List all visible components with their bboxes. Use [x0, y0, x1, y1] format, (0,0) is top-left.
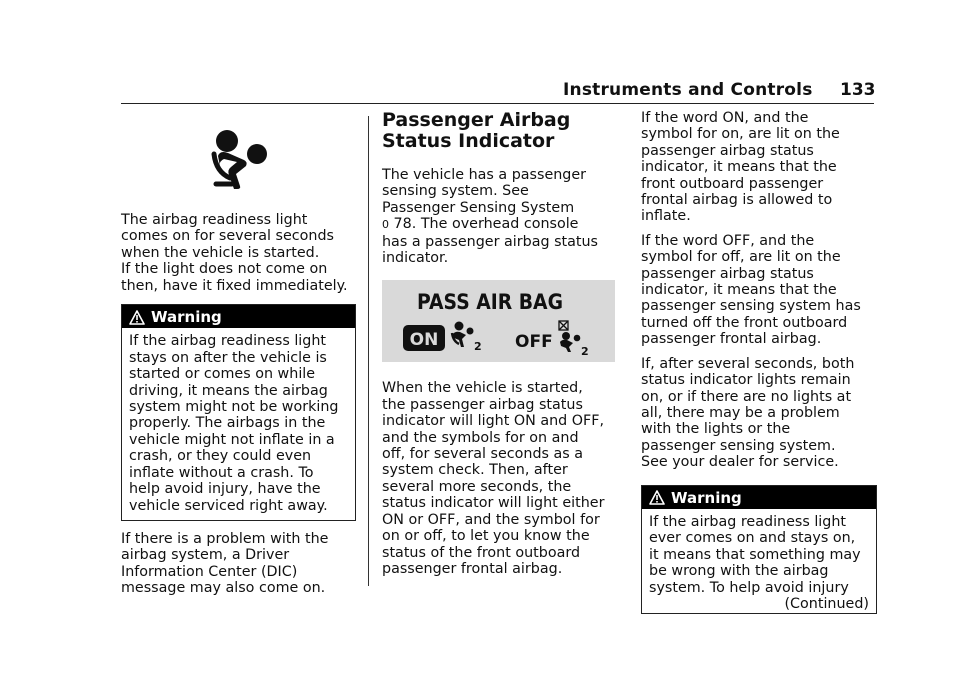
text-line: If there is a problem with the — [121, 530, 329, 547]
text-line: help avoid injury, have the — [129, 481, 321, 498]
text-line: crash, or they could even — [129, 448, 312, 465]
text-line: indicator, it means that the — [641, 159, 837, 176]
warning-triangle-icon — [129, 310, 145, 325]
passenger-airbag-off-icon — [559, 321, 589, 358]
text-line: passenger frontal airbag. — [641, 331, 822, 348]
text-line: when the vehicle is started. — [121, 244, 320, 261]
warning-box — [121, 304, 356, 521]
readiness-intro — [121, 212, 356, 294]
text-line: system. To help avoid injury — [649, 579, 849, 596]
seat-number: 2 — [581, 345, 589, 359]
column-divider — [368, 116, 369, 586]
text-line: If the airbag readiness light — [649, 513, 847, 530]
text-line: vehicle serviced right away. — [129, 497, 328, 514]
column-3 — [641, 110, 877, 624]
text-line: and the symbols for on and — [382, 429, 579, 446]
page-number: 133 — [840, 80, 876, 100]
text-line: sensing system. See — [382, 183, 529, 200]
status-check-paragraph — [382, 380, 615, 577]
warning-header — [642, 486, 876, 509]
text-line: comes on for several seconds — [121, 228, 334, 245]
column-1 — [121, 116, 356, 605]
text-line: ever comes on and stays on, — [649, 530, 856, 547]
text-line: The vehicle has a passenger — [382, 167, 587, 183]
off-text: OFF — [515, 332, 553, 353]
text-line: on, or if there are no lights at — [641, 388, 852, 405]
text-line: The airbag readiness light — [121, 212, 308, 228]
airbag-readiness-icon — [210, 128, 268, 190]
text-line: passenger sensing system. — [641, 437, 836, 454]
text-line: then, have it fixed immediately. — [121, 277, 348, 294]
text-line: be wrong with the airbag — [649, 563, 829, 580]
text-line: status of the front outboard — [382, 544, 581, 561]
indicator-label: PASS AIR BAG — [417, 290, 563, 315]
text-line: system check. Then, after — [382, 462, 568, 479]
passenger-sensing-intro — [382, 167, 615, 266]
cross-reference-icon: 0 — [382, 218, 389, 232]
text-line: all, there may be a problem — [641, 404, 840, 421]
text-line: If the word OFF, and the — [641, 232, 815, 249]
warning-title: Warning — [151, 308, 222, 327]
text-line: passenger frontal airbag. — [382, 560, 563, 577]
indicator-graphic — [382, 280, 615, 362]
passenger-airbag-on-icon — [452, 322, 482, 354]
text-line: indicator, it means that the — [641, 282, 837, 299]
text-line: ON or OFF, and the symbol for — [382, 511, 600, 528]
continued-label: (Continued) — [784, 595, 869, 612]
header-title: Instruments and Controls — [563, 80, 813, 100]
title-line: Status Indicator — [382, 130, 555, 152]
text-line: stays on after the vehicle is — [129, 349, 327, 366]
text-line: turned off the front outboard — [641, 314, 848, 331]
text-line: properly. The airbags in the — [129, 415, 326, 432]
text-line: passenger airbag status — [641, 265, 814, 282]
text-line: status indicator lights remain — [641, 372, 851, 389]
text-line: status indicator will light either — [382, 495, 605, 512]
text-line: symbol for on, are lit on the — [641, 126, 840, 143]
text-line: passenger airbag status — [641, 142, 814, 159]
text-line: vehicle might not inflate in a — [129, 431, 335, 448]
text-line: system might not be working — [129, 399, 339, 416]
text-line: message may also come on. — [121, 580, 326, 597]
text-line: See your dealer for service. — [641, 454, 839, 471]
on-paragraph — [641, 110, 877, 225]
text-line: frontal airbag is allowed to — [641, 192, 833, 209]
text-line: If the airbag readiness light — [129, 333, 327, 350]
text-line: inflate. — [641, 208, 691, 225]
text-fragment: 78. The overhead console — [393, 216, 579, 233]
text-line: symbol for off, are lit on the — [641, 249, 841, 266]
text-line: has a passenger airbag status — [382, 233, 599, 250]
text-line: the passenger airbag status — [382, 396, 583, 413]
text-line: indicator will light ON and OFF, — [382, 413, 605, 430]
title-line: Passenger Airbag — [382, 109, 571, 131]
section-title — [382, 110, 615, 152]
text-line — [382, 216, 615, 233]
warning-body — [642, 509, 876, 613]
dic-paragraph — [121, 531, 356, 597]
text-line: front outboard passenger — [641, 175, 824, 192]
warning-title: Warning — [671, 488, 742, 507]
text-line: airbag system, a Driver — [121, 547, 290, 564]
warning-header — [122, 305, 355, 328]
text-line: started or comes on while — [129, 366, 316, 383]
column-2 — [382, 110, 615, 585]
text-line: with the lights or the — [641, 421, 791, 438]
warning-body — [122, 328, 355, 519]
on-text: ON — [409, 330, 439, 351]
text-line: indicator. — [382, 250, 449, 267]
text-line: If the light does not come on — [121, 261, 328, 278]
text-line: off, for several seconds as a — [382, 446, 584, 463]
text-line: When the vehicle is started, — [382, 380, 583, 397]
header-rule — [121, 103, 874, 104]
text-line: Passenger Sensing System — [382, 199, 575, 216]
text-line: passenger sensing system has — [641, 298, 861, 315]
warning-triangle-icon — [649, 490, 665, 505]
text-line: several more seconds, the — [382, 478, 572, 495]
text-line: If, after several seconds, both — [641, 355, 855, 372]
text-line: inflate without a crash. To — [129, 464, 314, 481]
text-line: Information Center (DIC) — [121, 563, 298, 580]
text-line: If the word ON, and the — [641, 110, 809, 126]
warning-box — [641, 485, 877, 615]
seat-number: 2 — [474, 340, 482, 354]
text-line: it means that something may — [649, 546, 861, 563]
pass-air-bag-indicator-image — [382, 280, 615, 362]
text-line: on or off, to let you know the — [382, 528, 590, 545]
off-paragraph — [641, 233, 877, 348]
service-paragraph — [641, 356, 877, 471]
text-line: driving, it means the airbag — [129, 382, 328, 399]
